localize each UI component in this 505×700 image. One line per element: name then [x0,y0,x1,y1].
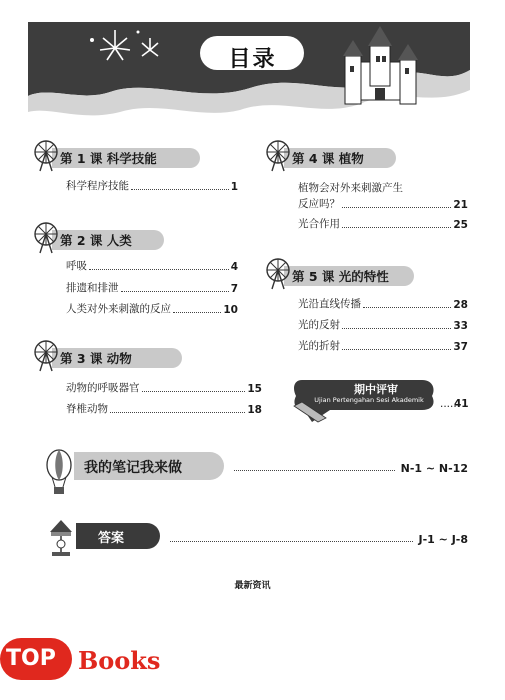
midterm-subtitle: Ujian Pertengahan Sesi Akademik [314,396,424,404]
toc-entry[interactable]: 人类对外来刺激的反应 10 [66,303,238,316]
lesson-2-label: 第 2 课 人类 [60,233,132,248]
ferris-wheel-icon [30,138,64,174]
lesson-1-heading[interactable] [30,144,200,170]
lesson-1-label: 第 1 课 科学技能 [60,151,157,166]
toc-entry[interactable]: 呼吸 4 [66,260,238,273]
toc-entry[interactable]: 脊椎动物 18 [66,403,262,416]
toc-entry[interactable]: 光沿直线传播 28 [298,298,468,311]
toc-entry[interactable]: 动物的呼吸器官 15 [66,382,262,395]
midterm-title: 期中评审 [354,383,398,396]
ferris-wheel-icon [30,338,64,374]
topbooks-logo: TOP Books [0,638,200,682]
notes-row[interactable]: N-1 ~ N-12 [228,462,468,475]
toc-entry[interactable]: 光合作用 25 [298,218,468,231]
ferris-wheel-icon [30,220,64,256]
page-title: 目录 [228,47,277,72]
toc-entry[interactable]: 排遗和排泄 7 [66,282,238,295]
notes-label: 我的笔记我来做 [84,460,182,476]
toc-entry[interactable]: 光的反射 33 [298,319,468,332]
toc-entry[interactable]: 光的折射 37 [298,340,468,353]
midterm-dots: ..... [440,398,457,410]
ferris-wheel-icon [262,256,296,292]
lesson-3-label: 第 3 课 动物 [60,351,132,366]
lesson-3-heading[interactable] [30,344,200,370]
ferris-wheel-icon [262,138,296,174]
lesson-4-heading[interactable] [262,144,432,170]
lesson-5-heading[interactable] [262,262,432,288]
answers-row[interactable]: J-1 ~ J-8 [164,533,468,546]
carousel-icon [48,518,74,558]
lesson-5-label: 第 5 课 光的特性 [292,269,389,284]
toc-entry-line1: 植物会对外来刺激产生 [298,182,403,194]
midterm-block[interactable] [290,376,470,426]
answers-label: 答案 [98,531,125,546]
hot-air-balloon-icon [44,449,74,497]
lesson-4-label: 第 4 课 植物 [292,151,364,166]
footer-note: 最新资讯 [234,581,271,591]
toc-entry[interactable]: 科学程序技能 1 [66,180,238,193]
midterm-page: 41 [454,398,469,410]
lesson-2-heading[interactable] [30,226,200,252]
toc-entry[interactable]: 反应吗？ 21 [298,198,468,211]
